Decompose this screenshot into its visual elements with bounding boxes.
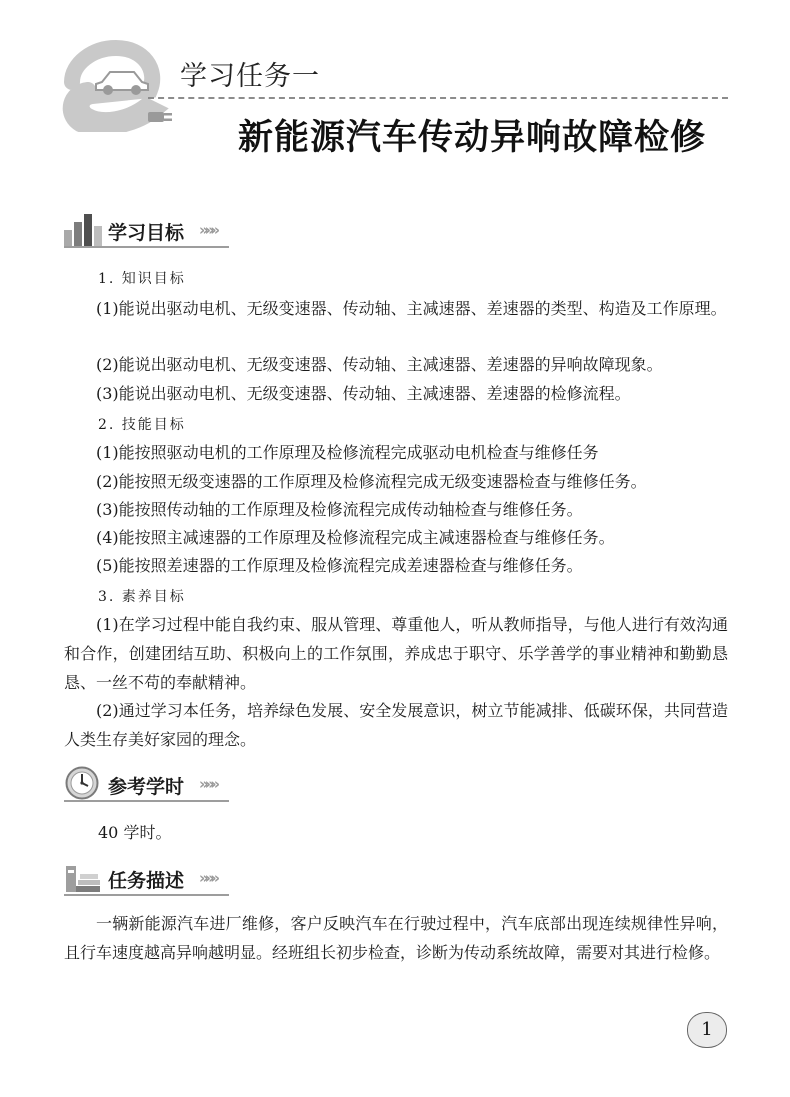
section-heading-hours [64,768,229,802]
skill-goal-item-2: (2)能按照无级变速器的工作原理及检修流程完成无级变速器检查与维修任务。 [96,472,647,491]
hours-text: 40 学时。 [98,823,172,842]
section-underline [64,894,229,896]
knowledge-goal-item-2: (2)能说出驱动电机、无级变速器、传动轴、主减速器、差速器的异响故障现象。 [96,355,663,374]
header-dashed-divider [148,97,728,99]
double-arrow-icon: »»» [199,869,217,887]
double-arrow-icon: »»» [199,775,217,793]
section-title: 任务描述 [108,870,185,892]
section-title: 学习目标 [108,222,185,244]
skill-goal-item-3: (3)能按照传动轴的工作原理及检修流程完成传动轴检查与维修任务。 [96,500,583,519]
skill-goal-item-1: (1)能按照驱动电机的工作原理及检修流程完成驱动电机检查与维修任务 [96,443,599,462]
knowledge-goal-item-1: (1)能说出驱动电机、无级变速器、传动轴、主减速器、差速器的类型、构造及工作原理。 [96,299,727,318]
knowledge-goal-title: 1. 知识目标 [98,271,186,287]
literacy-goal-title: 3. 素养目标 [98,589,186,605]
books-icon [64,864,102,894]
bar-chart-icon [64,214,102,246]
section-heading-description [64,862,229,896]
literacy-goal-item-2: (2)通过学习本任务，培养绿色发展、安全发展意识，树立节能减排、低碳环保，共同营造人类生存美好家园的理念。 [64,701,728,749]
page-title: 新能源汽车传动异响故障检修 [238,118,707,158]
task-label: 学习任务一 [180,61,320,92]
section-underline [64,246,229,248]
literacy-goal-item-1: (1)在学习过程中能自我约束、服从管理、尊重他人，听从教师指导，与他人进行有效沟通和合作，创建团结互助、积极向上的工作氛围，养成忠于职守、乐学善学的事业精神和勤勤恳恳、一丝不苟的奉献精神。 [64,615,728,692]
section-underline [64,800,229,802]
skill-goal-title: 2. 技能目标 [98,417,186,433]
double-arrow-icon: »»» [199,221,217,239]
car-plug-logo-icon [58,40,180,132]
skill-goal-item-5: (5)能按照差速器的工作原理及检修流程完成差速器检查与维修任务。 [96,556,583,575]
knowledge-goal-item-3: (3)能说出驱动电机、无级变速器、传动轴、主减速器、差速器的检修流程。 [96,384,631,403]
section-title: 参考学时 [108,776,185,798]
section-heading-objectives [64,214,229,248]
task-description-text: 一辆新能源汽车进厂维修，客户反映汽车在行驶过程中，汽车底部出现连续规律性异响，且行车速度越高异响越明显。经班组长初步检查，诊断为传动系统故障，需要对其进行检修。 [64,914,728,962]
skill-goal-item-4: (4)能按照主减速器的工作原理及检修流程完成主减速器检查与维修任务。 [96,528,615,547]
clock-icon [64,766,100,800]
page-number: 1 [687,1012,727,1048]
